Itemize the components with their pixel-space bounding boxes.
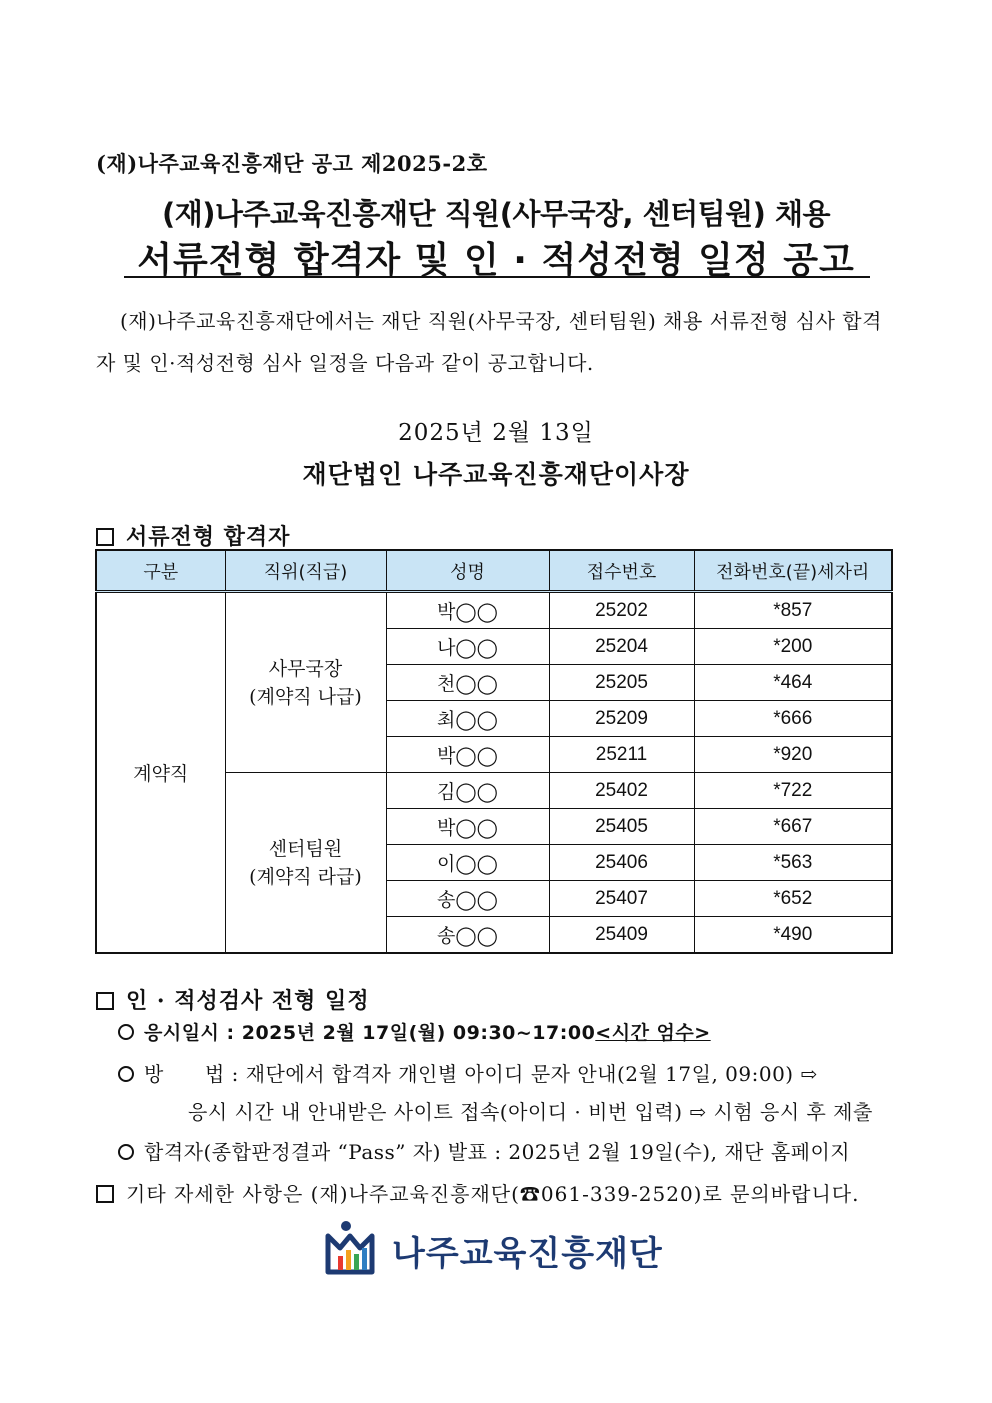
- title-underline: [124, 276, 870, 278]
- checkbox-square-icon: [96, 1185, 114, 1203]
- name-cell: 박◯◯: [386, 592, 549, 629]
- schedule-method: [118, 1058, 818, 1087]
- header-receipt: 접수번호: [549, 550, 694, 592]
- name-cell: 천◯◯: [386, 665, 549, 701]
- receipt-cell: 25407: [549, 881, 694, 917]
- circle-bullet-icon: [118, 1066, 134, 1082]
- phone-cell: *490: [694, 917, 892, 954]
- name-cell: 최◯◯: [386, 701, 549, 737]
- circle-bullet-icon: [118, 1144, 134, 1160]
- table-row: [96, 592, 892, 629]
- schedule-exam-date: [118, 1018, 711, 1045]
- section-schedule-heading: [96, 984, 370, 1015]
- receipt-cell: 25209: [549, 701, 694, 737]
- schedule-result: [118, 1136, 850, 1165]
- foundation-logo-text: 나주교육진흥재단: [392, 1234, 663, 1274]
- notice-date: 2025년 2월 13일: [398, 420, 594, 446]
- name-cell: 나◯◯: [386, 629, 549, 665]
- checkbox-square-icon: [96, 528, 114, 546]
- contact-text: 기타 자세한 사항은 (재)나주교육진흥재단(☎061-339-2520)로 문의바랍니다.: [126, 1182, 860, 1206]
- section-passers-title: 서류전형 합격자: [126, 524, 291, 550]
- phone-cell: *666: [694, 701, 892, 737]
- position-grade: (계약직 나급): [249, 685, 362, 708]
- method-text-1: 방 법 : 재단에서 합격자 개인별 아이디 문자 안내(2월 17일, 09:00) ⇨: [144, 1062, 818, 1086]
- circle-bullet-icon: [118, 1024, 134, 1040]
- method-text-2: 응시 시간 내 안내받은 사이트 접속(아이디 · 비번 입력) ⇨ 시험 응시 후 제출: [188, 1100, 873, 1124]
- receipt-cell: 25405: [549, 809, 694, 845]
- notice-number: (재)나주교육진흥재단 공고 제2025-2호: [96, 151, 488, 176]
- header-name: 성명: [386, 550, 549, 592]
- header-position: 직위(직급): [225, 550, 386, 592]
- phone-cell: *563: [694, 845, 892, 881]
- name-cell: 김◯◯: [386, 773, 549, 809]
- foundation-logo-icon: [322, 1218, 382, 1278]
- exam-date-text: 응시일시 : 2025년 2월 17일(월) 09:30~17:00: [144, 1022, 596, 1044]
- passers-table: [95, 549, 893, 954]
- checkbox-square-icon: [96, 992, 114, 1010]
- position-grade: (계약직 라급): [249, 865, 362, 888]
- title-line-1: (재)나주교육진흥재단 직원(사무국장, 센터팀원) 채용: [161, 197, 831, 231]
- position-cell-2: [225, 773, 386, 954]
- receipt-cell: 25402: [549, 773, 694, 809]
- name-cell: 박◯◯: [386, 737, 549, 773]
- receipt-cell: 25406: [549, 845, 694, 881]
- position-title: 센터팀원: [268, 837, 343, 860]
- receipt-cell: 25204: [549, 629, 694, 665]
- phone-cell: *667: [694, 809, 892, 845]
- name-cell: 송◯◯: [386, 881, 549, 917]
- table-header-row: [96, 550, 892, 592]
- phone-cell: *857: [694, 592, 892, 629]
- result-text: 합격자(종합판정결과 “Pass” 자) 발표 : 2025년 2월 19일(수), 재단 홈페이지: [144, 1140, 851, 1164]
- position-cell-1: [225, 592, 386, 773]
- section-passers-heading: [96, 520, 290, 551]
- name-cell: 이◯◯: [386, 845, 549, 881]
- exam-date-note: <시간 엄수>: [595, 1022, 711, 1044]
- phone-cell: *200: [694, 629, 892, 665]
- foundation-logo: [322, 1218, 682, 1278]
- name-cell: 송◯◯: [386, 917, 549, 954]
- header-category: 구분: [96, 550, 225, 592]
- header-phone: 전화번호(끝)세자리: [694, 550, 892, 592]
- position-title: 사무국장: [268, 657, 343, 680]
- receipt-cell: 25202: [549, 592, 694, 629]
- category-cell: 계약직: [96, 592, 225, 954]
- phone-cell: *722: [694, 773, 892, 809]
- name-cell: 박◯◯: [386, 809, 549, 845]
- phone-cell: *464: [694, 665, 892, 701]
- receipt-cell: 25409: [549, 917, 694, 954]
- issuer: 재단법인 나주교육진흥재단이사장: [302, 460, 690, 489]
- section-schedule-title: 인 · 적성검사 전형 일정: [126, 988, 370, 1014]
- contact-line: [96, 1178, 859, 1207]
- title-line-2: 서류전형 합격자 및 인 · 적성전형 일정 공고: [137, 240, 855, 281]
- receipt-cell: 25211: [549, 737, 694, 773]
- intro-paragraph: (재)나주교육진흥재단에서는 재단 직원(사무국장, 센터팀원) 채용 서류전형 심사 합격자 및 인·적성전형 심사 일정을 다음과 같이 공고합니다.: [96, 309, 882, 375]
- receipt-cell: 25205: [549, 665, 694, 701]
- phone-cell: *652: [694, 881, 892, 917]
- phone-cell: *920: [694, 737, 892, 773]
